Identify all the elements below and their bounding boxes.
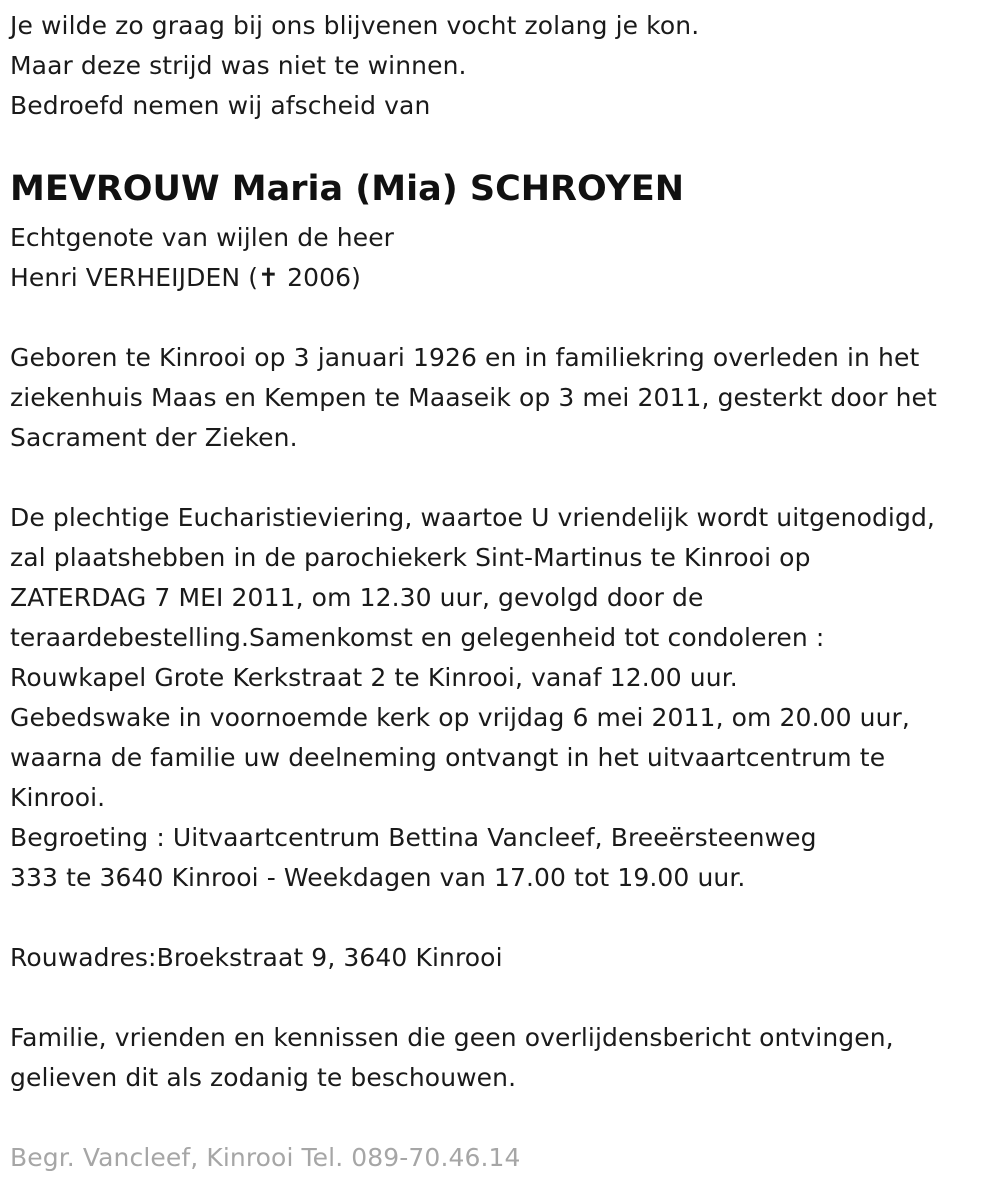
intro-verse bbox=[10, 6, 995, 126]
spouse-info bbox=[10, 218, 995, 298]
ceremony-line: Begroeting : Uitvaartcentrum Bettina Vancleef, Breeërsteenweg bbox=[10, 823, 817, 852]
notice-paragraph bbox=[10, 1018, 995, 1098]
ceremony-line: Kinrooi. bbox=[10, 783, 106, 812]
spacer bbox=[10, 458, 995, 498]
deceased-name: MEVROUW Maria (Mia) SCHROYEN bbox=[10, 169, 685, 209]
funeral-home-footer: Begr. Vancleef, Kinrooi Tel. 089-70.46.14 bbox=[10, 1143, 521, 1172]
spouse-line: Henri VERHEIJDEN (✝ 2006) bbox=[10, 263, 362, 292]
spacer bbox=[10, 978, 995, 1018]
ceremony-line: Rouwkapel Grote Kerkstraat 2 te Kinrooi, vanaf 12.00 uur. bbox=[10, 663, 738, 692]
birth-line: ziekenhuis Maas en Kempen te Maaseik op 3 mei 2011, gesterkt door het bbox=[10, 383, 937, 412]
intro-line: Bedroefd nemen wij afscheid van bbox=[10, 91, 431, 120]
mourning-address: Rouwadres:Broekstraat 9, 3640 Kinrooi bbox=[10, 943, 503, 972]
notice-line: gelieven dit als zodanig te beschouwen. bbox=[10, 1063, 517, 1092]
spacer bbox=[10, 1098, 995, 1138]
birth-line: Geboren te Kinrooi op 3 januari 1926 en in familiekring overleden in het bbox=[10, 343, 920, 372]
spouse-line: Echtgenote van wijlen de heer bbox=[10, 223, 395, 252]
ceremony-line: teraardebestelling.Samenkomst en gelegenheid tot condoleren : bbox=[10, 623, 825, 652]
ceremony-line: 333 te 3640 Kinrooi - Weekdagen van 17.00 tot 19.00 uur. bbox=[10, 863, 746, 892]
ceremony-paragraph bbox=[10, 498, 995, 898]
ceremony-line: De plechtige Eucharistieviering, waartoe U vriendelijk wordt uitgenodigd, bbox=[10, 503, 935, 532]
spacer bbox=[10, 898, 995, 938]
birth-death-paragraph bbox=[10, 338, 995, 458]
intro-line: Je wilde zo graag bij ons blijvenen vocht zolang je kon. bbox=[10, 11, 700, 40]
intro-line: Maar deze strijd was niet te winnen. bbox=[10, 51, 467, 80]
spacer bbox=[10, 298, 995, 338]
ceremony-line: ZATERDAG 7 MEI 2011, om 12.30 uur, gevolgd door de bbox=[10, 583, 704, 612]
obituary-notice bbox=[10, 6, 995, 1178]
ceremony-line: waarna de familie uw deelneming ontvangt in het uitvaartcentrum te bbox=[10, 743, 886, 772]
notice-line: Familie, vrienden en kennissen die geen overlijdensbericht ontvingen, bbox=[10, 1023, 894, 1052]
birth-line: Sacrament der Zieken. bbox=[10, 423, 298, 452]
ceremony-line: zal plaatshebben in de parochiekerk Sint-Martinus te Kinrooi op bbox=[10, 543, 811, 572]
ceremony-line: Gebedswake in voornoemde kerk op vrijdag 6 mei 2011, om 20.00 uur, bbox=[10, 703, 910, 732]
spacer bbox=[10, 126, 995, 166]
